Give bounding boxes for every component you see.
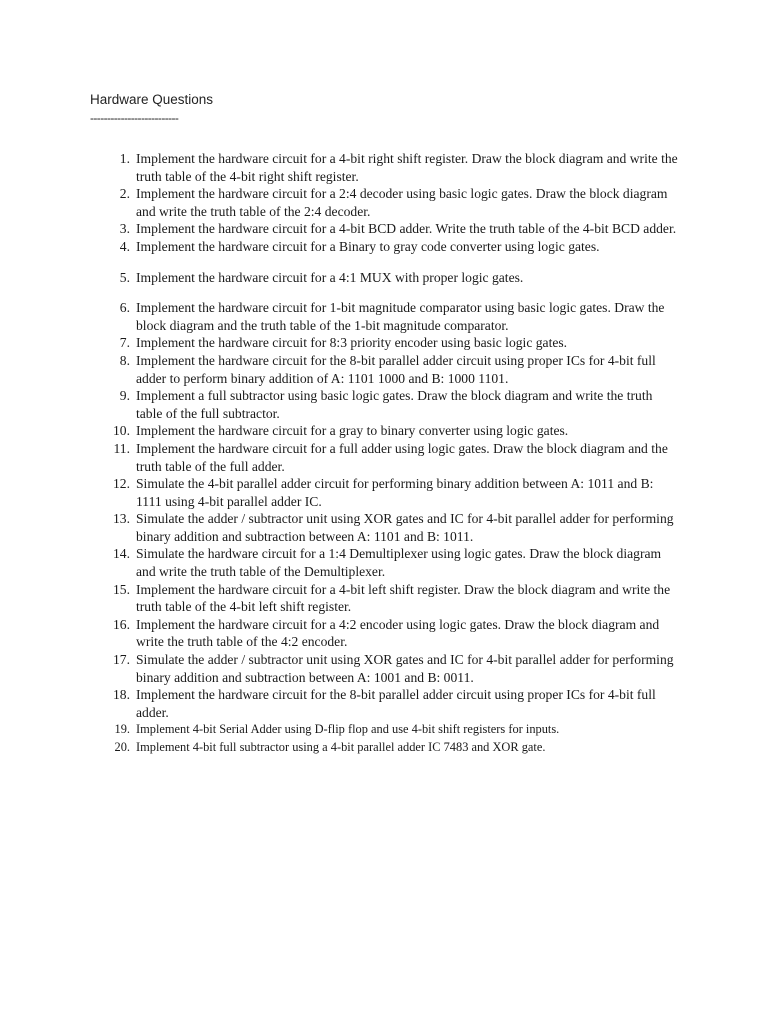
question-item — [0, 616, 681, 651]
question-text: Implement the hardware circuit for a 2:4 decoder using basic logic gates. Draw the block diagram and write the truth table of the 2:4 decoder. — [136, 186, 668, 219]
question-number: 20. — [114, 739, 130, 754]
question-item — [0, 510, 681, 545]
question-number: 10. — [113, 423, 130, 439]
question-text: Implement 4-bit Serial Adder using D-flip flop and use 4-bit shift registers for inputs. — [136, 722, 560, 737]
question-item — [0, 440, 681, 475]
question-text: Implement the hardware circuit for 8:3 priority encoder using basic logic gates. — [136, 335, 568, 351]
question-number: 6. — [119, 300, 130, 316]
question-number: 13. — [113, 511, 130, 527]
question-item — [0, 150, 681, 185]
title-underline: -------------------------- — [90, 111, 179, 125]
question-number: 17. — [113, 652, 130, 668]
question-number: 15. — [113, 581, 130, 597]
question-item — [0, 581, 681, 616]
question-item — [0, 352, 681, 387]
question-number: 18. — [113, 687, 130, 703]
question-number: 2. — [119, 186, 130, 202]
question-number: 16. — [113, 616, 130, 632]
question-number: 9. — [119, 388, 130, 404]
question-text: Implement a full subtractor using basic logic gates. Draw the block diagram and write the truth table of the full subtractor. — [136, 388, 653, 421]
question-text: Implement the hardware circuit for 1-bit magnitude comparator using basic logic gates. Draw the block diagram and the truth table of the 1-bit magnitude comparator. — [136, 300, 665, 333]
question-item — [0, 299, 681, 334]
question-text: Implement the hardware circuit for a 4:2 encoder using logic gates. Draw the block diagram and write the truth table of the 4:2 encoder. — [136, 616, 660, 650]
question-text: Simulate the 4-bit parallel adder circuit for performing binary addition between A: 1011 and B: 1111 using 4-bit parallel adder IC. — [136, 476, 654, 509]
question-text: Simulate the adder / subtractor unit using XOR gates and IC for 4-bit parallel adder for performing binary addition and subtraction between A: 1101 and B: 1011. — [136, 511, 674, 544]
question-item — [0, 739, 681, 757]
question-item — [0, 238, 681, 256]
question-list — [0, 150, 768, 756]
question-number: 8. — [119, 352, 130, 368]
document-title: Hardware Questions — [90, 92, 214, 107]
question-text: Simulate the adder / subtractor unit using XOR gates and IC for 4-bit parallel adder for performing binary addition and subtraction between A: 1001 and B: 0011. — [136, 652, 674, 685]
question-text: Implement the hardware circuit for a 4:1 MUX with proper logic gates. — [136, 269, 524, 285]
question-number: 19. — [114, 722, 130, 737]
question-item — [0, 269, 681, 287]
question-number: 14. — [113, 546, 130, 562]
question-item — [0, 721, 681, 739]
question-item — [0, 686, 681, 721]
question-item — [0, 185, 681, 220]
question-number: 11. — [113, 440, 130, 456]
question-number: 3. — [119, 221, 130, 237]
question-text: Implement 4-bit full subtractor using a 4-bit parallel adder IC 7483 and XOR gate. — [136, 739, 546, 754]
question-text: Implement the hardware circuit for a 4-bit BCD adder. Write the truth table of the 4-bit BCD adder. — [136, 221, 677, 237]
question-item — [0, 387, 681, 422]
question-item — [0, 475, 681, 510]
question-text: Implement the hardware circuit for a gray to binary converter using logic gates. — [136, 423, 569, 439]
question-text: Implement the hardware circuit for the 8-bit parallel adder circuit using proper ICs for 4-bit full adder to perform binary addition of A: 1101 1000 and B: 1000 1101. — [136, 352, 656, 386]
question-item — [0, 651, 681, 686]
question-text: Implement the hardware circuit for a 4-bit left shift register. Draw the block diagram and write the truth table of the 4-bit left shift register. — [136, 581, 671, 615]
question-item — [0, 334, 681, 352]
question-number: 4. — [119, 238, 130, 254]
question-text: Implement the hardware circuit for a 4-bit right shift register. Draw the block diagram and write the truth table of the 4-bit right shift register. — [136, 151, 678, 184]
question-text: Implement the hardware circuit for a full adder using logic gates. Draw the block diagram and the truth table of the full adder. — [136, 440, 668, 474]
question-text: Implement the hardware circuit for a Binary to gray code converter using logic gates. — [136, 238, 600, 254]
question-number: 5. — [119, 269, 130, 285]
question-text: Simulate the hardware circuit for a 1:4 Demultiplexer using logic gates. Draw the block diagram and write the truth table of the Demultiplexer. — [136, 546, 662, 580]
question-item — [0, 422, 681, 440]
question-item — [0, 220, 681, 238]
question-number: 12. — [113, 476, 130, 492]
question-item — [0, 545, 681, 580]
question-number: 1. — [119, 151, 130, 166]
question-number: 7. — [119, 335, 130, 351]
question-text: Implement the hardware circuit for the 8-bit parallel adder circuit using proper ICs for 4-bit full adder. — [136, 687, 656, 720]
